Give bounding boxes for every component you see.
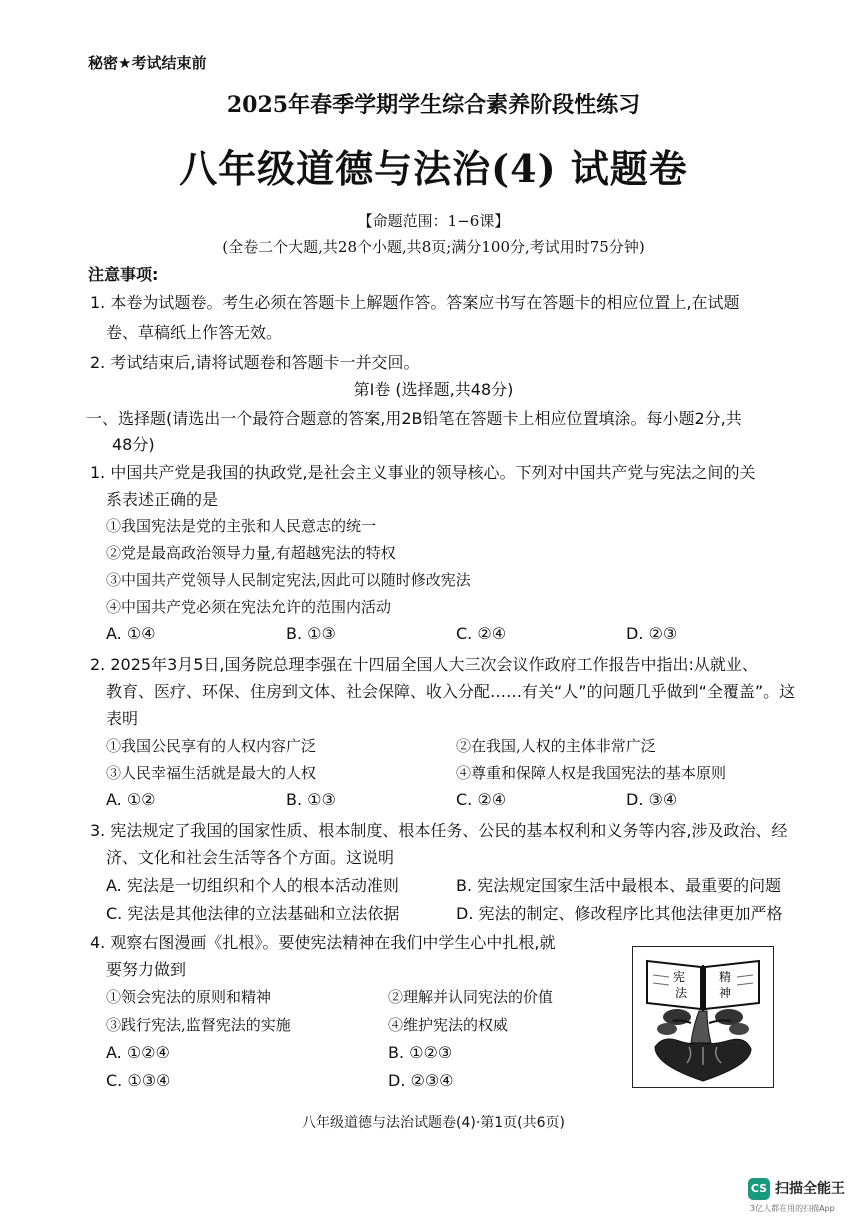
q2-option-b: B. ①③ bbox=[286, 790, 336, 809]
section-intro-line-2: 48分) bbox=[112, 435, 155, 454]
page-title: 八年级道德与法治(4) 试题卷 bbox=[179, 146, 688, 191]
book-char-1: 宪 bbox=[673, 970, 686, 984]
q1-option-d: D. ②③ bbox=[626, 624, 678, 643]
q1-option-c: C. ②④ bbox=[456, 624, 507, 643]
notice-heading: 注意事项: bbox=[88, 265, 159, 284]
q3-stem-line-2: 济、文化和社会生活等各个方面。这说明 bbox=[106, 848, 395, 867]
book-char-3: 精 bbox=[719, 970, 732, 984]
book-char-4: 神 bbox=[719, 986, 732, 1000]
q1-statement-1: ①我国宪法是党的主张和人民意志的统一 bbox=[106, 517, 377, 535]
term-title: 2025年春季学期学生综合素养阶段性练习 bbox=[226, 92, 641, 118]
notice-item-2: 2. 考试结束后,请将试题卷和答题卡一并交回。 bbox=[90, 353, 420, 372]
q4-statement-3: ③践行宪法,监督宪法的实施 bbox=[106, 1016, 291, 1034]
camscanner-name: 扫描全能王 bbox=[775, 1181, 845, 1197]
q2-statement-3: ③人民幸福生活就是最大的人权 bbox=[106, 764, 317, 782]
rooting-cartoon bbox=[632, 946, 774, 1088]
q1-option-b: B. ①③ bbox=[286, 624, 336, 643]
q2-statement-4: ④尊重和保障人权是我国宪法的基本原则 bbox=[456, 764, 727, 782]
q4-option-c: C. ①③④ bbox=[106, 1071, 171, 1090]
q1-statement-4: ④中国共产党必须在宪法允许的范围内活动 bbox=[106, 598, 392, 616]
q2-option-c: C. ②④ bbox=[456, 790, 507, 809]
q1-option-a: A. ①④ bbox=[106, 624, 156, 643]
q2-statement-2: ②在我国,人权的主体非常广泛 bbox=[456, 737, 656, 755]
q3-option-b: B. 宪法规定国家生活中最根本、最重要的问题 bbox=[456, 876, 782, 895]
q2-stem-line-1: 2. 2025年3月5日,国务院总理李强在十四届全国人大三次会议作政府工作报告中指出:从就业、 bbox=[90, 655, 758, 674]
q4-statement-4: ④维护宪法的权威 bbox=[388, 1016, 509, 1034]
q3-option-d: D. 宪法的制定、修改程序比其他法律更加严格 bbox=[456, 904, 783, 923]
q4-option-d: D. ②③④ bbox=[388, 1071, 454, 1090]
book-char-2: 法 bbox=[675, 986, 688, 1000]
cartoon-drawing bbox=[633, 947, 773, 1087]
q2-stem-line-3: 表明 bbox=[106, 709, 139, 728]
paper-info: (全卷二个大题,共28个小题,共8页;满分100分,考试用时75分钟) bbox=[222, 238, 645, 256]
q2-option-a: A. ①② bbox=[106, 790, 156, 809]
q4-stem-line-1: 4. 观察右图漫画《扎根》。要使宪法精神在我们中学生心中扎根,就 bbox=[90, 933, 556, 952]
q2-statement-1: ①我国公民享有的人权内容广泛 bbox=[106, 737, 317, 755]
page-footer: 八年级道德与法治试题卷(4)·第1页(共6页) bbox=[301, 1115, 566, 1131]
notice-item-1-line-2: 卷、草稿纸上作答无效。 bbox=[106, 323, 283, 342]
q3-option-a: A. 宪法是一切组织和个人的根本活动准则 bbox=[106, 876, 399, 895]
q1-stem-line-1: 1. 中国共产党是我国的执政党,是社会主义事业的领导核心。下列对中国共产党与宪法之间的关 bbox=[90, 463, 756, 482]
exam-scope: 【命题范围：1−6课】 bbox=[357, 212, 510, 230]
notice-item-1-line-1: 1. 本卷为试题卷。考生必须在答题卡上解题作答。答案应书写在答题卡的相应位置上,在试题 bbox=[90, 293, 740, 312]
q4-statement-1: ①领会宪法的原则和精神 bbox=[106, 988, 272, 1006]
q1-statement-2: ②党是最高政治领导力量,有超越宪法的特权 bbox=[106, 544, 396, 562]
confidential-mark: 秘密★考试结束前 bbox=[88, 54, 207, 72]
q2-stem-line-2: 教育、医疗、环保、住房到文体、社会保障、收入分配……有关“人”的问题几乎做到“全覆盖”。这 bbox=[106, 682, 796, 701]
q4-statement-2: ②理解并认同宪法的价值 bbox=[388, 988, 554, 1006]
q3-option-c: C. 宪法是其他法律的立法基础和立法依据 bbox=[106, 904, 400, 923]
q4-option-a: A. ①②④ bbox=[106, 1043, 170, 1062]
q4-stem-line-2: 要努力做到 bbox=[106, 960, 187, 979]
q3-stem-line-1: 3. 宪法规定了我国的国家性质、根本制度、根本任务、公民的基本权利和义务等内容,涉及政治、经 bbox=[90, 821, 788, 840]
q1-statement-3: ③中国共产党领导人民制定宪法,因此可以随时修改宪法 bbox=[106, 571, 471, 589]
q4-option-b: B. ①②③ bbox=[388, 1043, 453, 1062]
section-intro-line-1: 一、选择题(请选出一个最符合题意的答案,用2B铅笔在答题卡上相应位置填涂。每小题2分,共 bbox=[86, 409, 742, 428]
q1-stem-line-2: 系表述正确的是 bbox=[106, 490, 219, 509]
camscanner-tagline: 3亿人都在用的扫描App bbox=[750, 1204, 835, 1213]
section-title: 第Ⅰ卷 (选择题,共48分) bbox=[353, 380, 514, 399]
camscanner-logo-icon: CS bbox=[748, 1178, 770, 1200]
q2-option-d: D. ③④ bbox=[626, 790, 678, 809]
